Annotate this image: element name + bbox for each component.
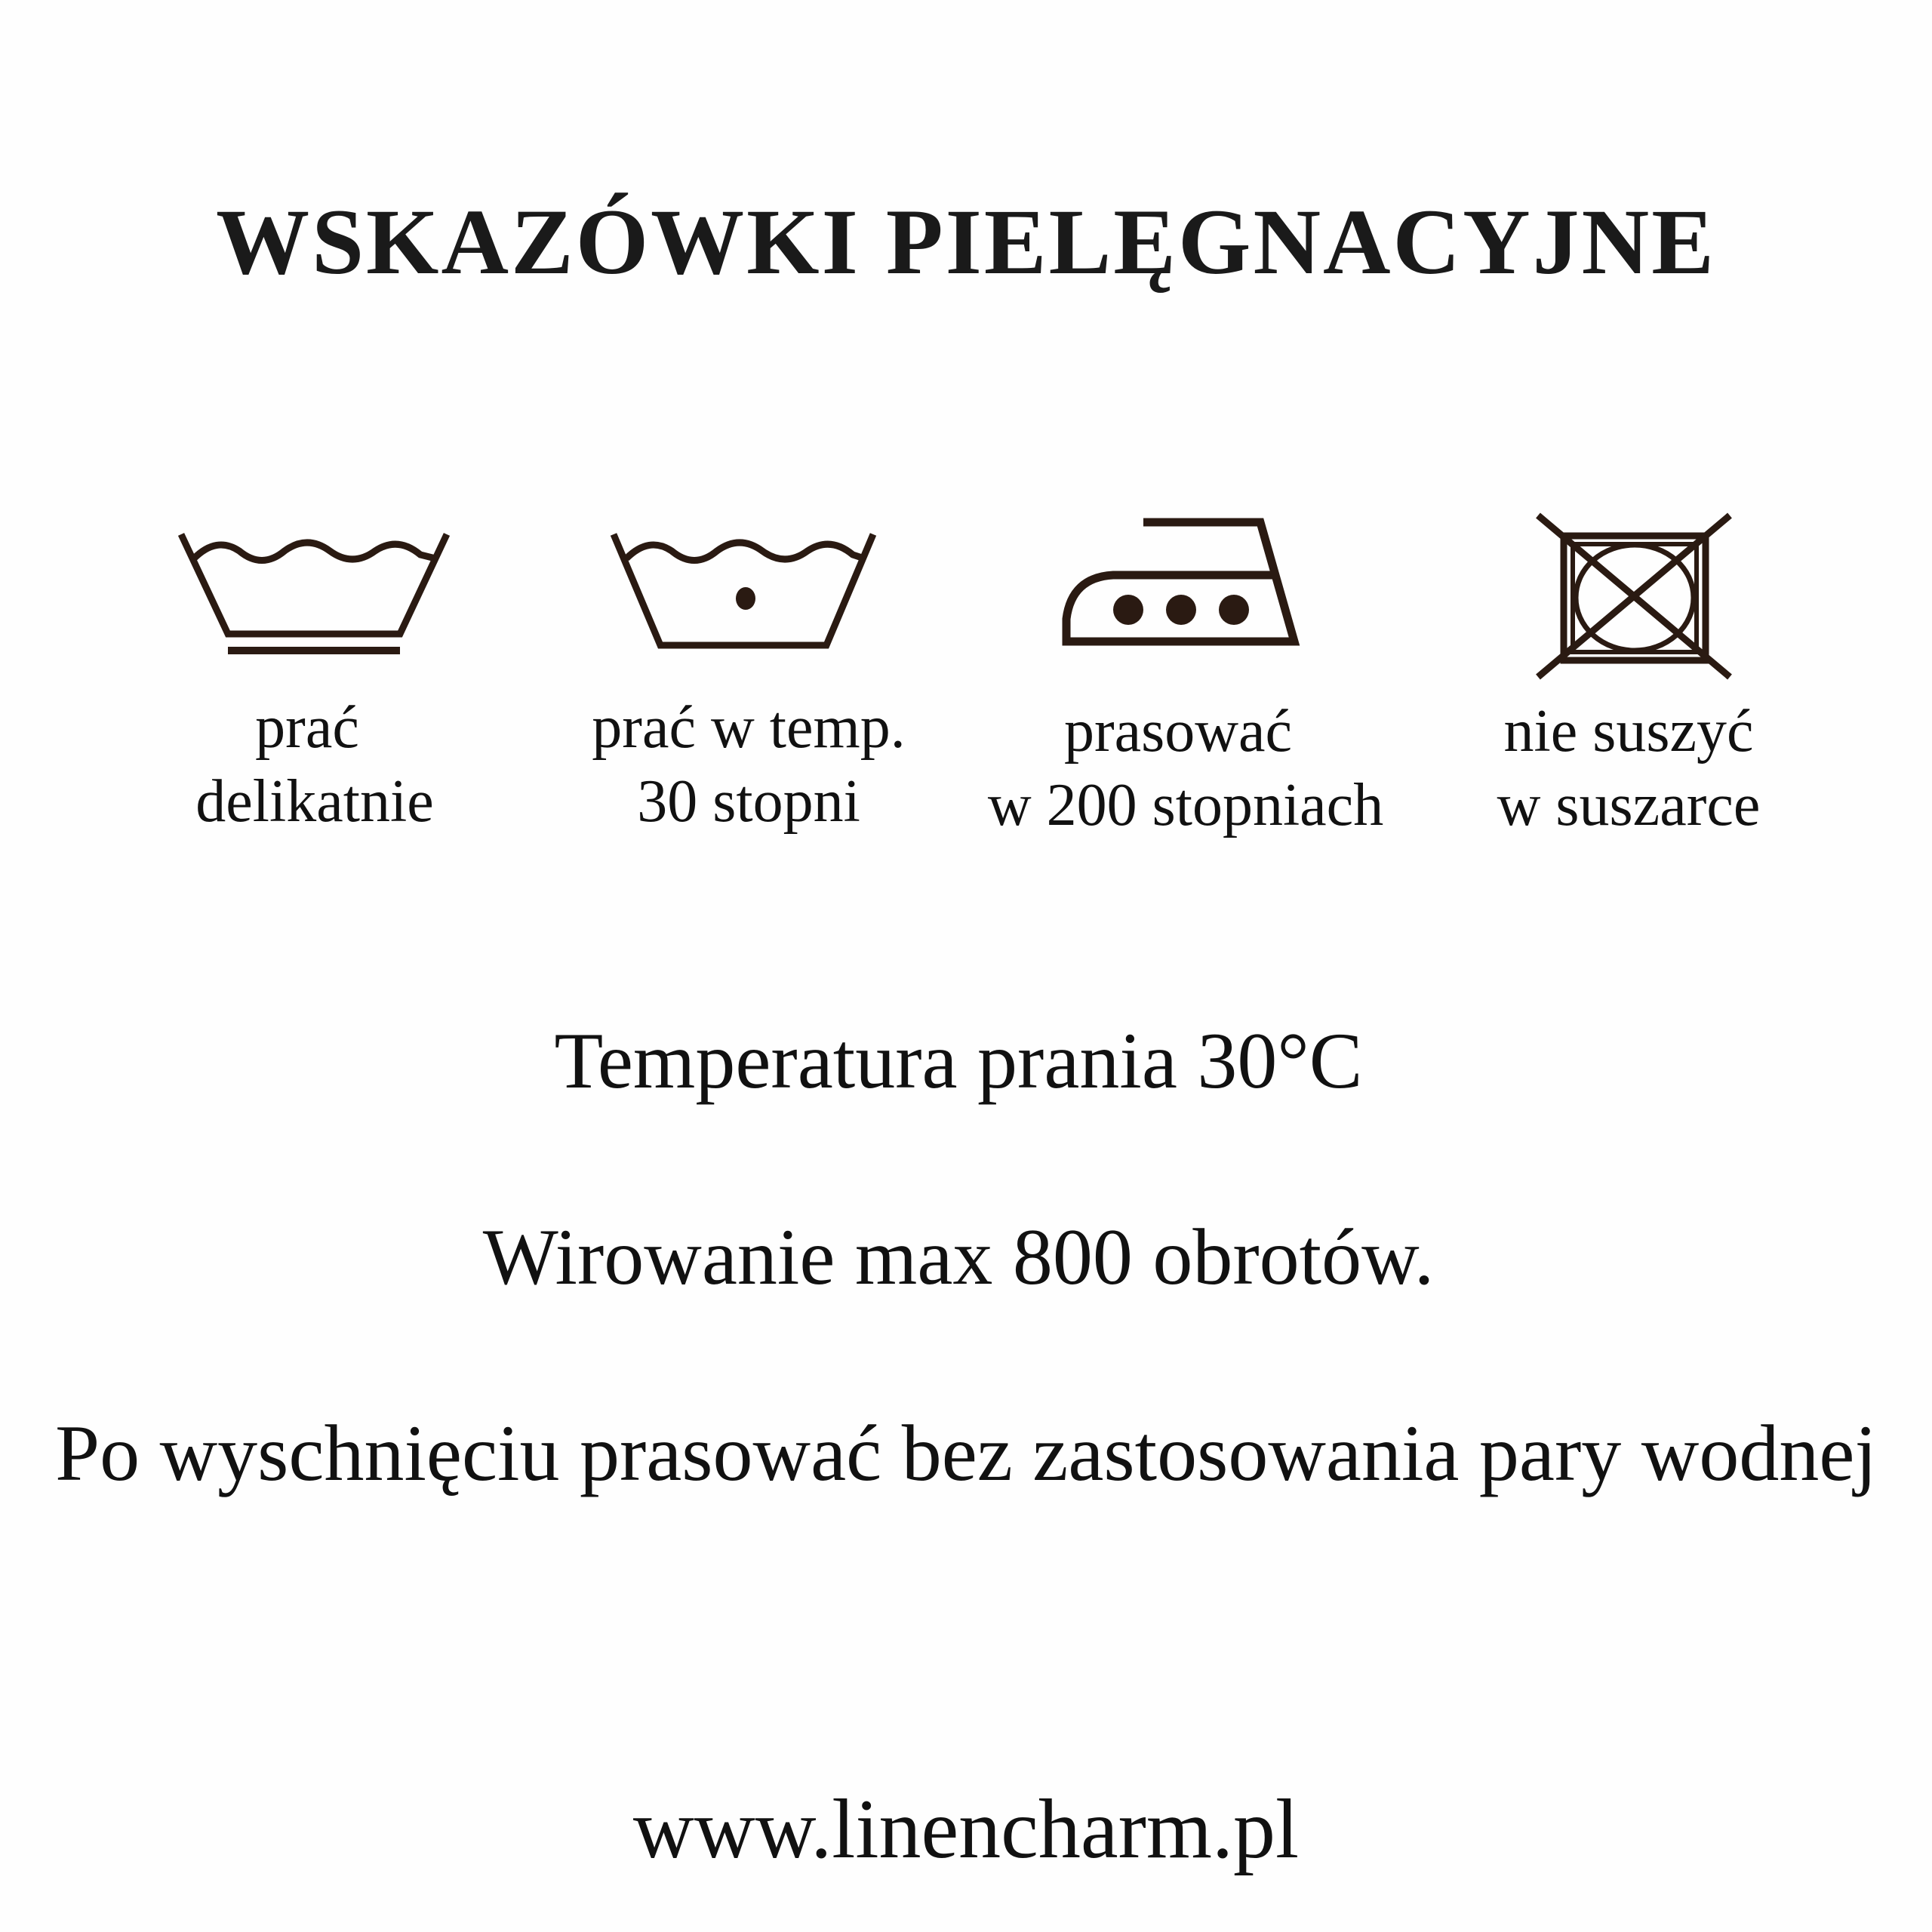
page-title: WSKAZÓWKI PIELĘGNACYJNE <box>216 190 1716 294</box>
wash-30-icon <box>608 521 879 657</box>
label-line: nie suszyć <box>1503 698 1754 764</box>
care-label-wash-delicate <box>88 691 541 838</box>
label-line: prać <box>255 694 359 761</box>
label-line: prasować <box>1063 698 1293 764</box>
care-label-wash-30 <box>522 691 975 838</box>
iron-high-icon <box>1060 513 1309 664</box>
no-tumble-dry-icon <box>1532 509 1736 683</box>
instruction-spin-speed: Wirowanie max 800 obrotów. <box>482 1213 1435 1301</box>
label-line: prać w temp. <box>592 694 906 761</box>
wash-delicate-icon <box>175 521 454 679</box>
label-line: delikatnie <box>195 768 434 835</box>
website-link[interactable]: www.linencharm.pl <box>632 1783 1300 1876</box>
instruction-wash-temperature: Temperatura prania 30°C <box>554 1017 1363 1105</box>
label-line: w suszarce <box>1497 772 1761 838</box>
label-line: w 200 stopniach <box>987 772 1384 838</box>
care-label-no-tumble-dry <box>1402 694 1855 842</box>
instruction-ironing: Po wyschnięciu prasować bez zastosowania pary wodnej <box>55 1409 1877 1497</box>
label-line: 30 stopni <box>637 768 860 835</box>
care-label-iron <box>959 694 1412 842</box>
